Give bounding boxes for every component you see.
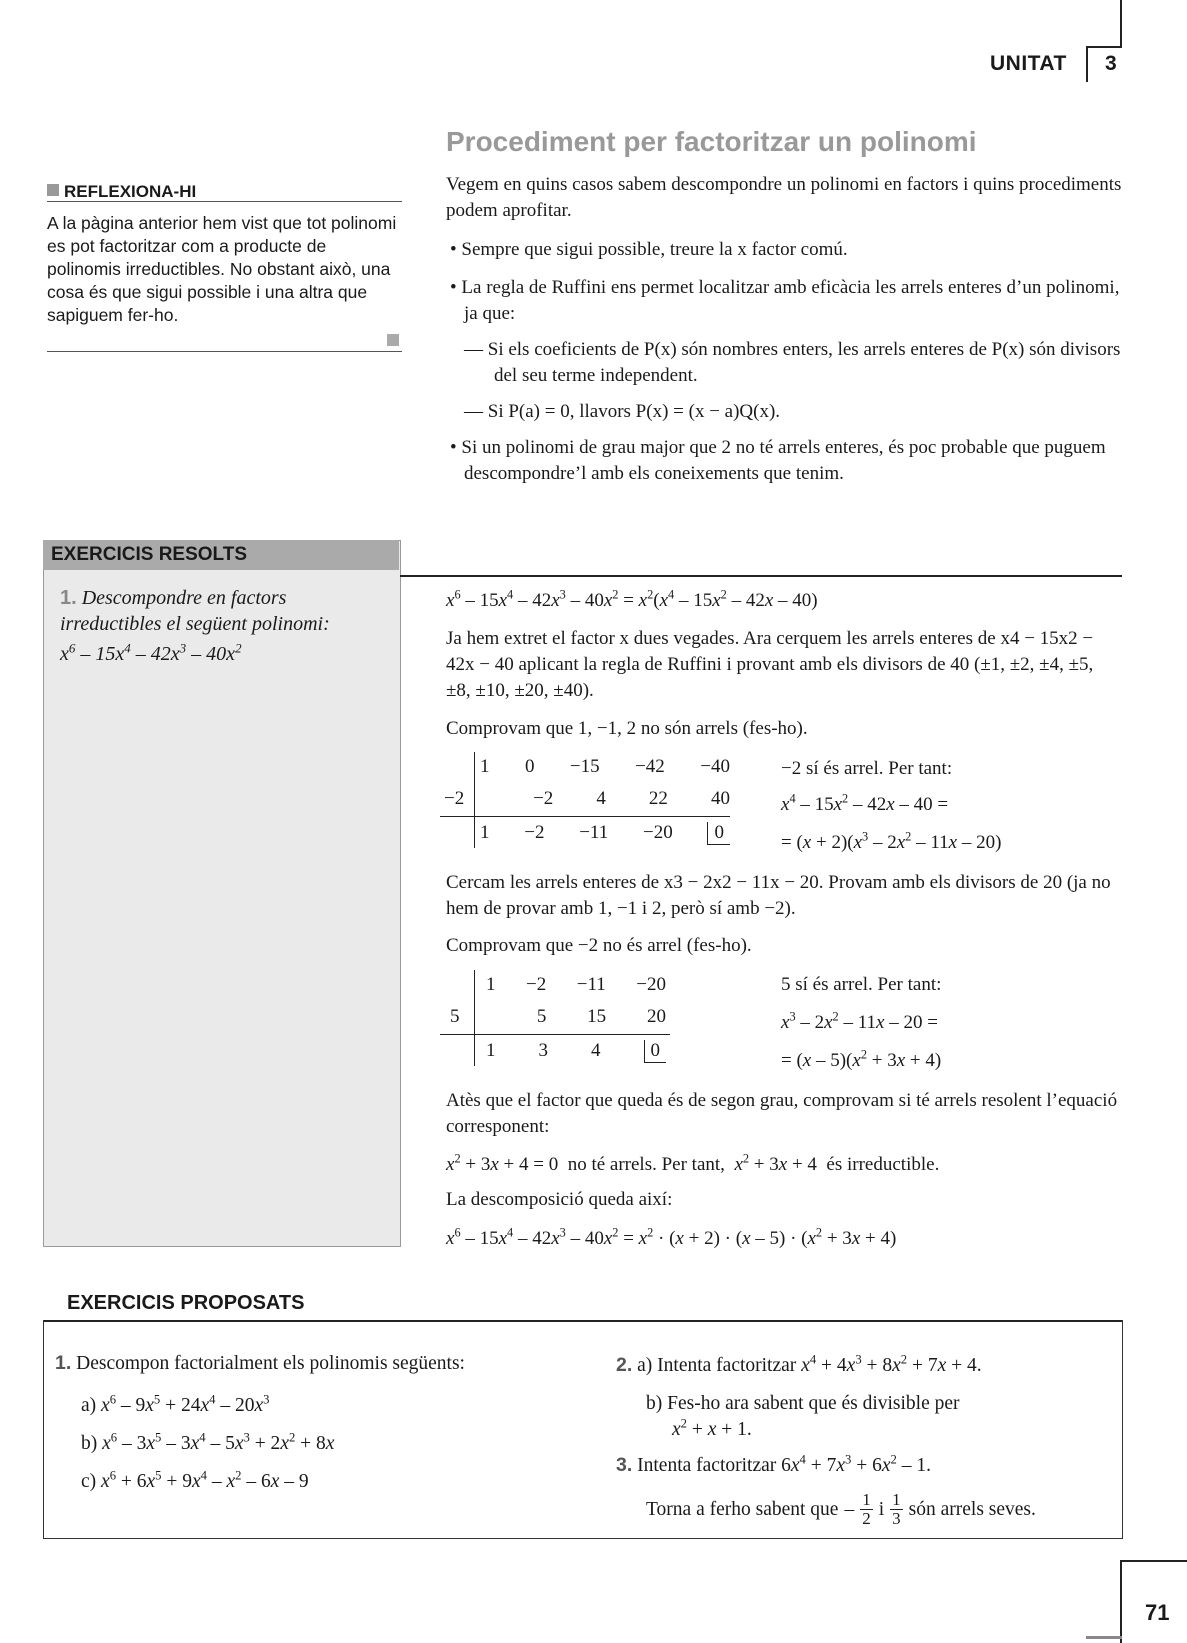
dash-item: — Si els coeficients de P(x) són nombres enters, les arrels enteres de P(x) són divisors del seu terme independent. <box>464 339 1121 386</box>
ruffini-row-2: −2 4 22 40 <box>533 788 730 809</box>
header-divider <box>1086 48 1088 82</box>
solution-text-4: Comprovam que −2 no és arrel (fes-ho). <box>446 935 752 956</box>
proposat-3: 3. Intenta factoritzar $6x^4 + 7x^3 + 6x^2 - 1$. Torna a ferho sabent que – 1 2 i 1 3 són arrels seves. <box>616 1452 1106 1528</box>
proposat-2: 2. a) Intenta factoritzar $x^4 + 4x^3 + 8x^2 + 7x + 4$. b) Fes-ho ara sabent que és divisible per $x^2 + x + 1$. <box>616 1352 1106 1443</box>
proposat-1c: c) $x^6 + 6x^5 + 9x^4 - x^2 - 6x - 9$ <box>81 1468 309 1492</box>
footer-underline <box>1086 1636 1122 1639</box>
exercise-number: 1. <box>55 1352 72 1374</box>
exercise-text: Descompondre en factors irreductibles el següent polinomi: <box>60 587 330 635</box>
resolts-title: EXERCICIS RESOLTS <box>51 544 248 565</box>
ruffini-vline <box>474 970 475 1066</box>
section-title: Procediment per factoritzar un polinomi <box>446 126 977 157</box>
ruffini-hline <box>440 1034 670 1035</box>
reflexiona-rule <box>47 201 402 202</box>
exercise-number: 2. <box>616 1354 633 1376</box>
fraction-one-third: 1 3 <box>892 1490 901 1528</box>
solution-text-2: Comprovam que 1, −1, 2 no són arrels (fes-ho). <box>446 718 808 739</box>
proposat-3-rest: Torna a ferho sabent que – 1 2 i 1 3 són arrels seves. <box>646 1490 1036 1528</box>
ruffini-eq-1a: $x^4 - 15x^2 - 42x - 40$ = <box>781 791 949 815</box>
intro-text <box>446 172 1122 224</box>
ruffini-eq-2a: $x^3 - 2x^2 - 11x - 20$ = <box>781 1009 938 1033</box>
ruffini-row-3: 1 3 4 0 <box>486 1040 666 1063</box>
header-corner-line <box>1086 46 1122 48</box>
proposat-2a: a) Intenta factoritzar <box>637 1355 797 1376</box>
ruffini-eq-1b: = $(x + 2)(x^3 - 2x^2 - 11x - 20)$ <box>781 829 1002 853</box>
remainder: 0 <box>644 1040 667 1063</box>
solution-eq-1: $x^6 - 15x^4 - 42x^3 - 40x^2 = x^2(x^4 - 15x^2 - 42x - 40)$ <box>446 587 818 611</box>
solution-text-6: $x^2 + 3x + 4 = 0$ no té arrels. Per tant, $x^2 + 3x + 4$ és irreductible. <box>446 1151 940 1175</box>
ruffini-divisor: 5 <box>450 1006 460 1027</box>
exercise-text: Descompon factorialment els polinomis següents: <box>76 1353 465 1374</box>
proposat-1 <box>55 1350 545 1495</box>
square-end-icon <box>387 334 399 346</box>
solution-text-3: Cercam les arrels enteres de x3 − 2x2 − 11x − 20. Provam amb els divisors de 20 (ja no hem de provar amb 1, −1 i 2, però sí amb −2). <box>446 872 1111 919</box>
exercise-number: 1. <box>60 587 77 609</box>
solution-text-7: La descomposició queda així: <box>446 1189 673 1210</box>
ruffini-hline <box>440 816 730 817</box>
ruffini-note-2: 5 sí és arrel. Per tant: <box>781 974 942 995</box>
resolts-header <box>43 540 399 570</box>
bullet-item: • La regla de Ruffini ens permet localitzar amb eficàcia les arrels enteres d’un polinomi, ja que: <box>450 277 1120 324</box>
ruffini-row-1: 1 −2 −11 −20 <box>486 974 666 995</box>
reflexiona-bottom-rule <box>47 351 402 352</box>
solution-final-eq: $x^6 - 15x^4 - 42x^3 - 40x^2 = x^2 \cdot (x + 2) \cdot (x - 5) \cdot (x^2 + 3x + 4)$ <box>446 1225 897 1249</box>
ruffini-row-2: 5 15 20 <box>536 1006 666 1027</box>
dash-item: — Si P(a) = 0, llavors P(x) = (x − a)Q(x). <box>464 401 781 422</box>
intro-paragraph: Vegem en quins casos sabem descompondre un polinomi en factors i quins procediments podem aprofitar. <box>446 174 1122 221</box>
solution-text-5: Atès que el factor que queda és de segon grau, comprovam si té arrels resolent l’equació corresponent: <box>446 1090 1118 1137</box>
ruffini-vline <box>474 752 475 848</box>
proposats-title: EXERCICIS PROPOSATS <box>67 1292 305 1314</box>
bullet-list <box>446 237 1122 487</box>
unit-label: UNITAT <box>990 52 1067 75</box>
ruffini-eq-2b: = $(x - 5)(x^2 + 3x + 4)$ <box>781 1047 942 1071</box>
footer-corner-vertical <box>1120 1560 1122 1643</box>
proposat-2b: b) Fes-ho ara sabent que és divisible per $x^2 + x + 1$. <box>646 1393 960 1440</box>
bullet-item: • Sempre que sigui possible, treure la x factor comú. <box>450 239 848 260</box>
exercise-polynomial: $x^6 - 15x^4 - 42x^3 - 40x^2$ <box>60 640 242 665</box>
proposat-1b: b) $x^6 - 3x^5 - 3x^4 - 5x^3 + 2x^2 + 8x$ <box>81 1430 335 1454</box>
reflexiona-title: REFLEXIONA-HI <box>64 182 197 201</box>
solution-text-1: Ja hem extret el factor x dues vegades. Ara cerquem les arrels enteres de x4 − 15x2 − 42x − 40 aplicant la regla de Ruffini i provant amb els divisors de 40 (±1, ±2, ±4, ±5, ±8, ±10, ±20, ±40). <box>446 628 1094 701</box>
ruffini-divisor: −2 <box>444 788 465 809</box>
header-corner-line-vertical <box>1120 0 1122 48</box>
ruffini-row-1: 1 0 −15 −42 −40 <box>480 756 730 777</box>
bullet-item: • Si un polinomi de grau major que 2 no té arrels enteres, és poc probable que puguem descompondre’l amb els coneixements que tenim. <box>450 437 1106 484</box>
proposat-1a: a) $x^6 - 9x^5 + 24x^4 - 20x^3$ <box>81 1392 270 1416</box>
ruffini-note-1: −2 sí és arrel. Per tant: <box>781 758 953 779</box>
remainder: 0 <box>707 822 730 845</box>
page-number: 71 <box>1145 1600 1170 1625</box>
reflexiona-text: A la pàgina anterior hem vist que tot polinomi es pot factoritzar com a producte de polinomis irreductibles. No obstant això, una cosa és que sigui possible i una altra que sapiguem fer-ho. <box>47 213 397 325</box>
unit-number: 3 <box>1105 52 1117 75</box>
fraction-one-half: 1 2 <box>862 1490 871 1528</box>
ruffini-row-3: 1 −2 −11 −20 0 <box>480 822 730 845</box>
exercise-number: 3. <box>616 1454 633 1476</box>
square-bullet-icon <box>47 184 59 196</box>
resolts-rule <box>400 575 1122 577</box>
resolts-exercise-1 <box>60 585 390 667</box>
proposat-3-text: Intenta factoritzar <box>637 1455 777 1476</box>
footer-corner-horizontal <box>1120 1560 1187 1562</box>
